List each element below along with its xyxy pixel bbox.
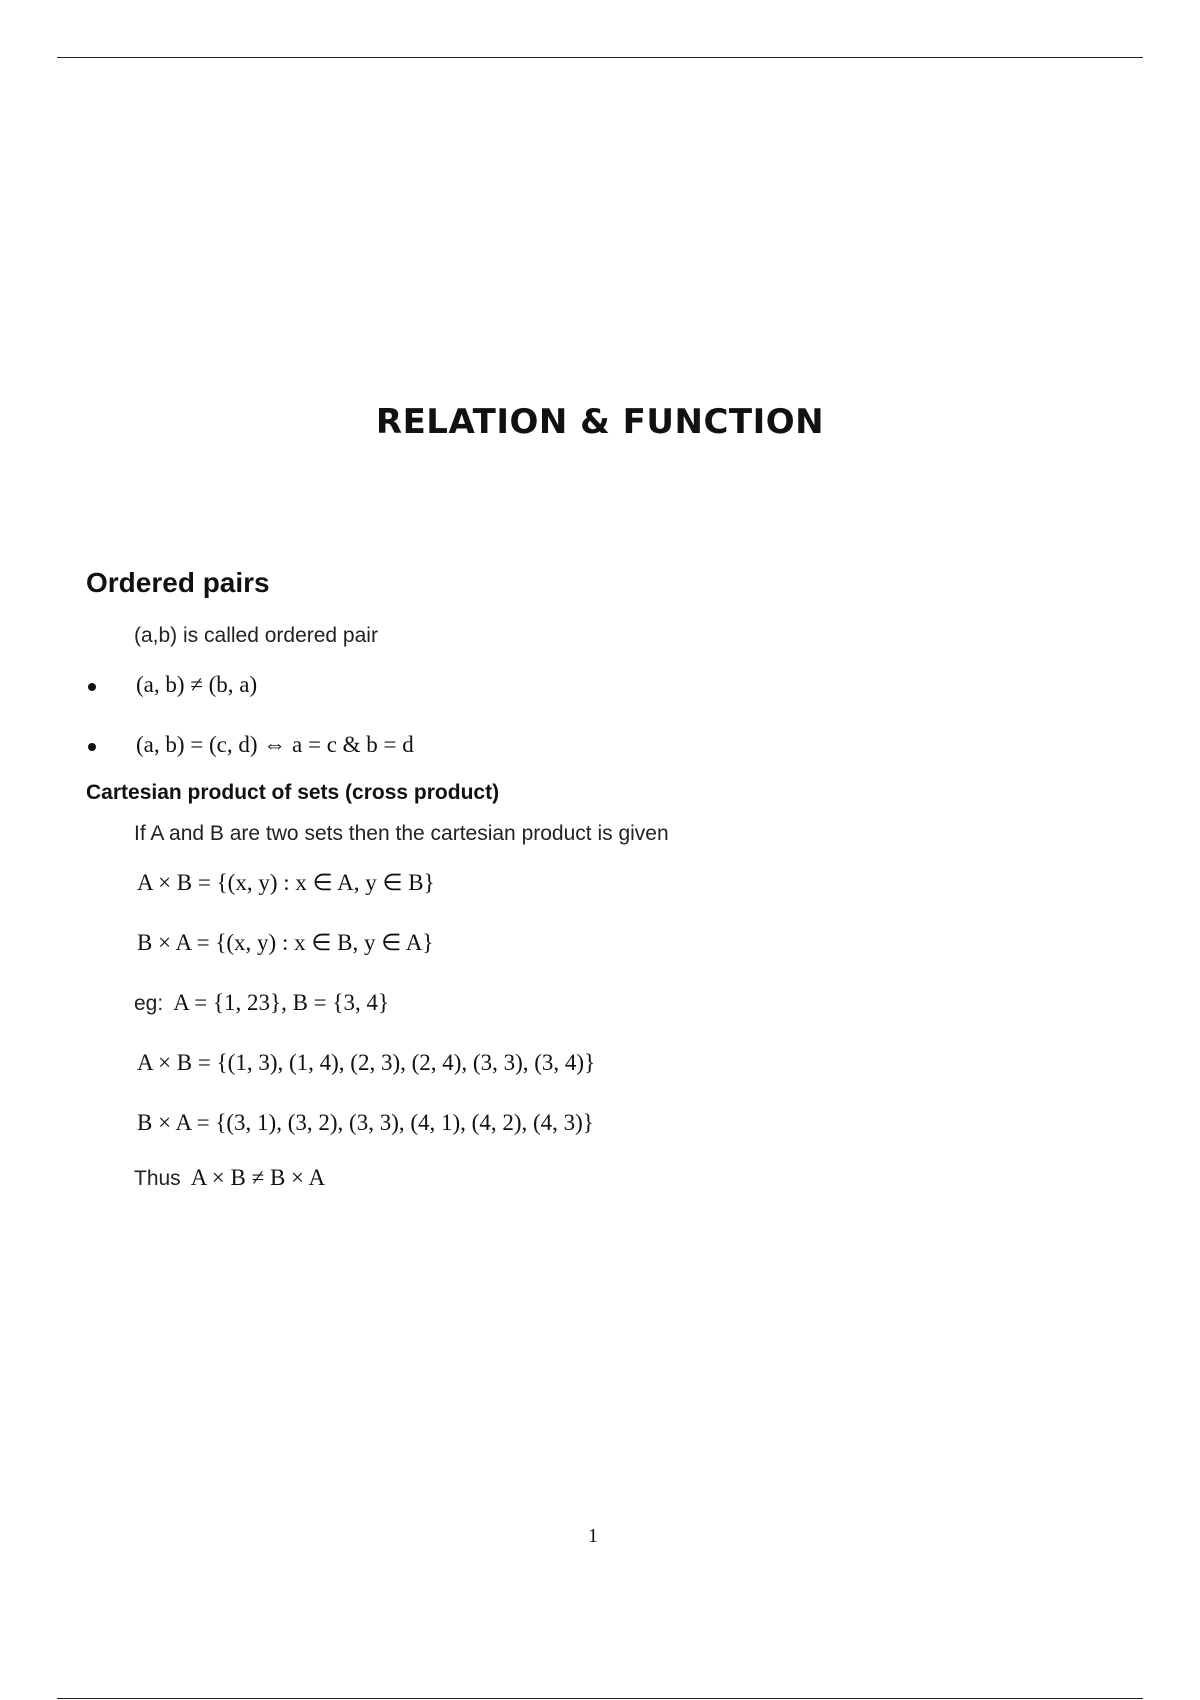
cartesian-intro: If A and B are two sets then the cartesian product is given bbox=[134, 822, 669, 845]
example-line bbox=[134, 990, 389, 1016]
ordered-pair-definition: (a,b) is called ordered pair bbox=[134, 624, 378, 647]
example-result-a-cross-b: A × B = {(1, 3), (1, 4), (2, 3), (2, 4), (3, 3), (3, 4)} bbox=[137, 1050, 596, 1075]
heading-ordered-pairs: Ordered pairs bbox=[86, 567, 270, 598]
bullet-math: (a, b) ≠ (b, a) bbox=[136, 672, 258, 697]
document-title: RELATION & FUNCTION bbox=[375, 402, 825, 442]
bullet-math: (a, b) = (c, d) ⇔ a = c & b = d bbox=[136, 732, 414, 757]
conclusion-line bbox=[134, 1165, 325, 1191]
formula-b-cross-a: B × A = {(x, y) : x ∈ B, y ∈ A} bbox=[137, 930, 434, 955]
conclusion-math: A × B ≠ B × A bbox=[190, 1165, 326, 1190]
page-number: 1 bbox=[588, 1525, 598, 1547]
bullet-dot bbox=[88, 743, 96, 751]
example-sets: A = {1, 23}, B = {3, 4} bbox=[173, 990, 389, 1015]
bullet-dot bbox=[88, 683, 96, 691]
heading-cartesian-product: Cartesian product of sets (cross product) bbox=[86, 781, 500, 804]
bottom-rule bbox=[57, 1698, 1143, 1699]
example-label: eg: bbox=[134, 992, 164, 1015]
formula-a-cross-b: A × B = {(x, y) : x ∈ A, y ∈ B} bbox=[137, 870, 435, 895]
top-rule bbox=[57, 57, 1143, 58]
example-result-b-cross-a: B × A = {(3, 1), (3, 2), (3, 3), (4, 1), (4, 2), (4, 3)} bbox=[137, 1110, 594, 1135]
conclusion-label: Thus bbox=[134, 1167, 181, 1190]
